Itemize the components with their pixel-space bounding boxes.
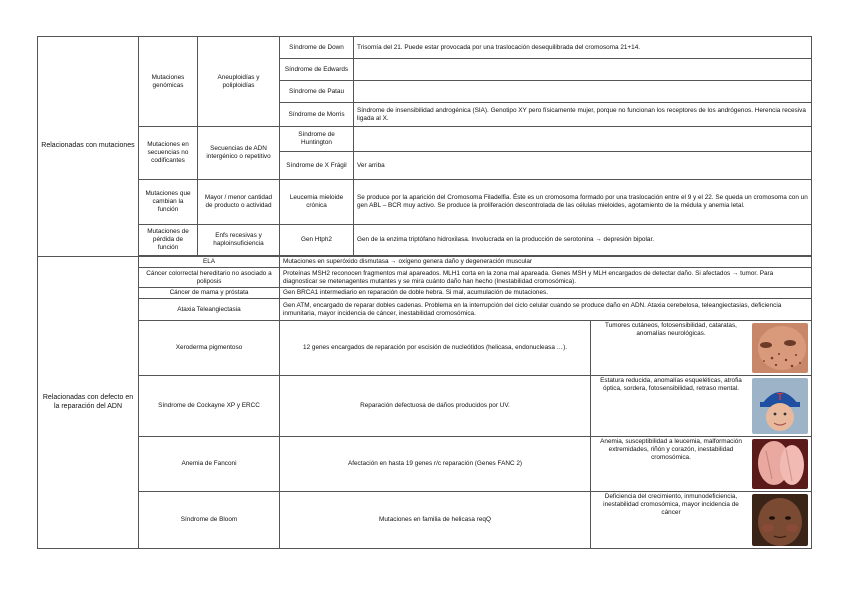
bloom-photo xyxy=(752,494,808,546)
desc-down: Trisomía del 21. Puede estar provocada por una traslocación desequilibrada del cromosoma 21+14. xyxy=(354,37,812,59)
repair-xeroderma-symptoms: Tumores cutáneos, fotosensibilidad, cataratas, anomalías neurológicas. xyxy=(605,322,737,337)
fanconi-photo xyxy=(752,439,808,489)
desc-edwards xyxy=(354,59,812,81)
repair-ela: ELA xyxy=(139,257,280,268)
repair-bloom-cell xyxy=(591,492,812,549)
repair-ela-desc: Mutaciones en superóxido dismutasa → oxígeno genera daño y degeneración muscular xyxy=(280,257,812,268)
syndrome-x-fragil: Síndrome de X Frágil xyxy=(280,152,354,180)
category-reparacion: Relacionadas con defecto en la reparación del ADN xyxy=(38,257,139,549)
repair-mama: Cáncer de mama y próstata xyxy=(139,288,280,299)
subtype-mayor-menor: Mayor / menor cantidad de producto o actividad xyxy=(198,180,280,225)
syndrome-morris: Síndrome de Morris xyxy=(280,103,354,127)
repair-colorrectal: Cáncer colorrectal hereditario no asociado a poliposis xyxy=(139,268,280,288)
syndrome-leucemia: Leucemia mieloide crónica xyxy=(280,180,354,225)
repair-xeroderma-cell xyxy=(591,321,812,376)
desc-patau xyxy=(354,81,812,103)
repair-ataxia-desc: Gen ATM, encargado de reparar dobles cadenas. Problema en la interrupción del ciclo celular cuando se produce daño en ADN. Ataxia cerebelosa, teleangiectasias, deficiencia inmunitaria, mayor incidencia de cáncer, inestabilidad cromosómica. xyxy=(280,299,812,321)
repair-fanconi-cause: Afectación en hasta 19 genes r/c reparación (Genes FANC 2) xyxy=(280,437,591,492)
subtype-aneuploidias: Aneuploidías y poliploidías xyxy=(198,37,280,127)
cap-letter: T xyxy=(776,392,784,403)
subtype-intergenico: Secuencias de ADN intergénico o repetitivo xyxy=(198,127,280,180)
syndrome-edwards: Síndrome de Edwards xyxy=(280,59,354,81)
syndrome-huntington: Síndrome de Huntington xyxy=(280,127,354,152)
repair-cockayne-cause: Reparación defectuosa de daños producidos por UV. xyxy=(280,376,591,437)
repair-xeroderma: Xeroderma pigmentoso xyxy=(139,321,280,376)
type-genomicas: Mutaciones genómicas xyxy=(139,37,198,127)
desc-x-fragil: Ver arriba xyxy=(354,152,812,180)
repair-ataxia: Ataxia Teleangiectasia xyxy=(139,299,280,321)
cockayne-photo xyxy=(752,378,808,434)
type-no-codificantes: Mutaciones en secuencias no codificantes xyxy=(139,127,198,180)
desc-htph2: Gen de la enzima triptófano hidroxilasa. Involucrada en la producción de serotonina → depresión bipolar. xyxy=(354,225,812,256)
desc-huntington xyxy=(354,127,812,152)
type-perdida-funcion: Mutaciones de pérdida de función xyxy=(139,225,198,256)
desc-leucemia: Se produce por la aparición del Cromosoma Filadelfia. Éste es un cromosoma formado por una traslocación entre el 9 y el 22. Se queda un cromosoma con un gen ABL – BCR muy activo. Se produce la proliferación descontrolada de las células mieloides, agotamiento de la médula y anemia letal. xyxy=(354,180,812,225)
repair-fanconi-symptoms: Anemia, susceptibilidad a leucemia, malformación extremidades, riñón y corazón, inestabilidad cromosómica. xyxy=(600,438,742,461)
type-cambian-funcion: Mutaciones que cambian la función xyxy=(139,180,198,225)
syndrome-down: Síndrome de Down xyxy=(280,37,354,59)
repair-cockayne-symptoms: Estatura reducida, anomalías esqueléticas, atrofia óptica, sordera, fotosensibilidad, retraso mental. xyxy=(600,377,742,392)
category-mutaciones: Relacionadas con mutaciones xyxy=(38,37,139,257)
repair-colorrectal-desc: Proteínas MSH2 reconocen fragmentos mal apareados. MLH1 corta en la zona mal apareada. Genes MSH y MLH encargados de detectar daño. Si afectados → tumor. Para diagnosticar se metenagentes mutantes y se mira cuánto daño han hecho (Inestabilidad cromosómica). xyxy=(280,268,812,288)
repair-cockayne: Síndrome de Cockayne XP y ERCC xyxy=(139,376,280,437)
xeroderma-photo xyxy=(752,323,808,373)
desc-morris: Síndrome de insensibilidad androgénica (SIA). Genotipo XY pero físicamente mujer, porque no funcionan los receptores de los andrógenos. Herencia recesiva ligada al X. xyxy=(354,103,812,127)
subtype-recesivas: Enfs recesivas y haploinsuficiencia xyxy=(198,225,280,256)
syndrome-patau: Síndrome de Patau xyxy=(280,81,354,103)
repair-cockayne-cell xyxy=(591,376,812,437)
syndrome-htph2: Gen Htph2 xyxy=(280,225,354,256)
genetics-table xyxy=(37,36,812,549)
repair-fanconi: Anemia de Fanconi xyxy=(139,437,280,492)
repair-fanconi-cell xyxy=(591,437,812,492)
repair-bloom: Síndrome de Bloom xyxy=(139,492,280,549)
repair-bloom-symptoms: Deficiencia del crecimiento, inmunodeficiencia, inestabilidad cromosómica, mayor incidencia de cáncer xyxy=(603,493,739,516)
repair-mama-desc: Gen BRCA1 intermediario en reparación de doble hebra. Si mal, acumulación de mutaciones. xyxy=(280,288,812,299)
repair-xeroderma-cause: 12 genes encargados de reparación por escisión de nucleótidos (helicasa, endonucleasa …). xyxy=(280,321,591,376)
repair-bloom-cause: Mutaciones en familia de helicasa reqQ xyxy=(280,492,591,549)
